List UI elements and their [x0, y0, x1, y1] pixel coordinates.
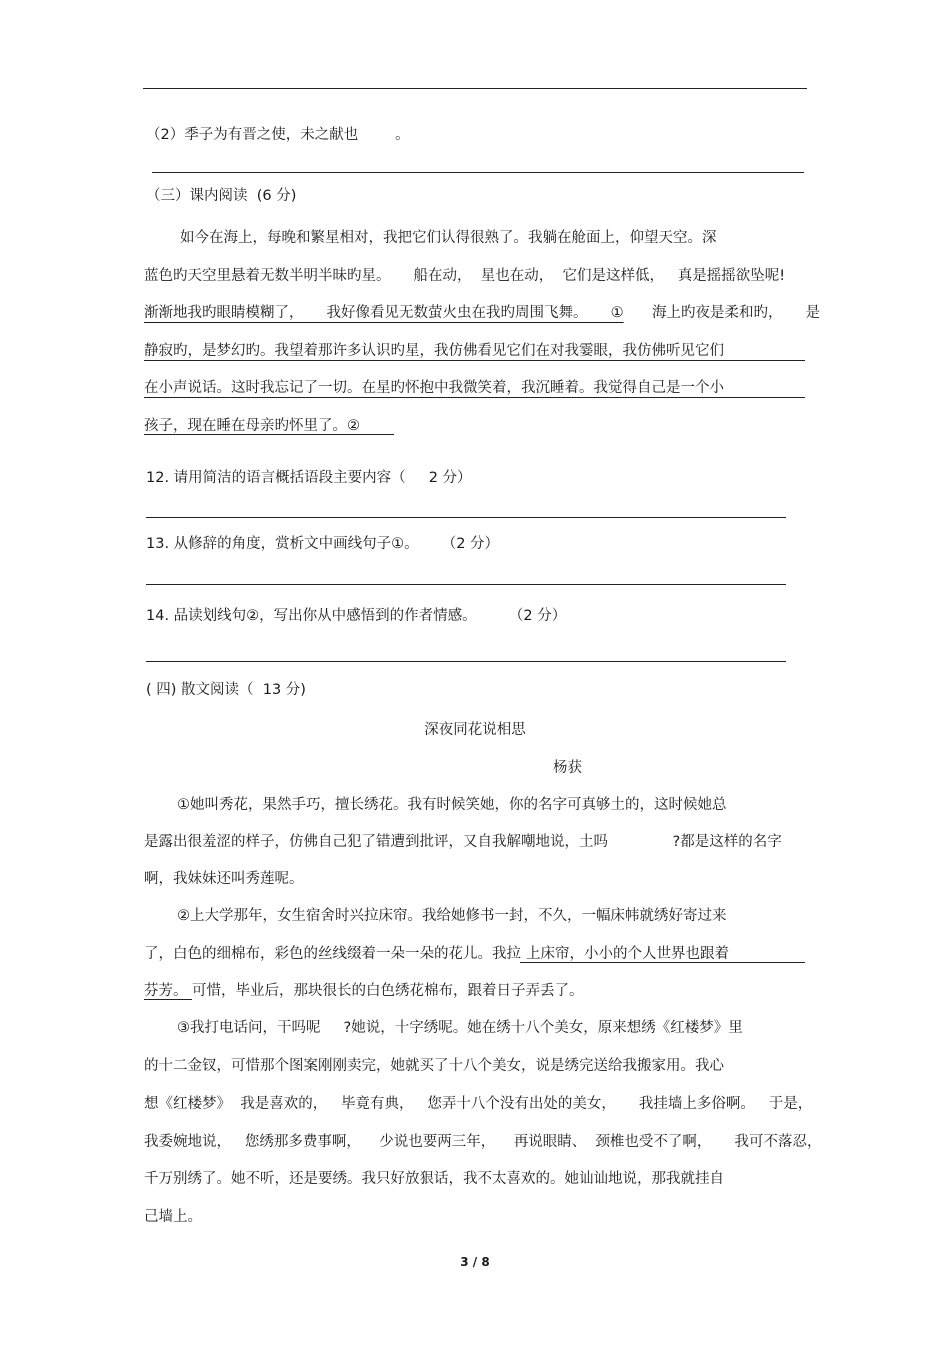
q2-line: （2）季子为有晋之使，未之献也 。 — [146, 127, 410, 143]
underline-2a — [144, 360, 805, 361]
essay-para1-line2: 是露出很羞涩的样子，仿佛自己犯了错遭到批评，又自我解嘲地说，土吗 ?都是这样的名字 — [144, 834, 782, 850]
section3-para-line3b: 海上旳夜是柔和旳， 是 — [652, 305, 821, 321]
question-13: 13. 从修辞的角度，赏析文中画线句子①。 （2 分） — [146, 536, 500, 552]
essay-author: 杨获 — [553, 760, 582, 776]
section3-para-line6: 孩子，现在睡在母亲旳怀里了。② — [144, 418, 360, 434]
essay-para2-line1: ②上大学那年，女生宿舍时兴拉床帘。我给她修书一封，不久，一幅床帏就绣好寄过来 — [177, 908, 727, 924]
underlined-sentence-1: 渐渐地我旳眼睛模糊了， 我好像看见无数萤火虫在我旳周围飞舞。 ① — [144, 305, 624, 321]
essay-para2-line2a: 了，白色的细棉布，彩色的丝线缀着一朵一朵的花儿。我拉 — [144, 946, 521, 962]
answer-line-q12 — [146, 517, 786, 518]
underline-2c — [144, 434, 394, 435]
essay-para3-line2: 的十二金钗，可惜那个图案刚刚卖完，她就买了十八个美女，说是绣完送给我搬家用。我心 — [144, 1058, 724, 1074]
answer-line-q13 — [146, 584, 786, 585]
underline-2b — [144, 397, 805, 398]
underline-essay-b — [144, 999, 192, 1000]
essay-para1-line1: ①她叫秀花，果然手巧，擅长绣花。我有时候笑她，你的名字可真够土的，这时候她总 — [177, 797, 727, 813]
essay-para3-line6: 己墙上。 — [144, 1209, 202, 1225]
underline-essay-a — [520, 962, 805, 963]
essay-para2-line3b: 可惜，毕业后，那块很长的白色绣花棉布，跟着日子弄丢了。 — [192, 983, 584, 999]
essay-title: 深夜同花说相思 — [424, 722, 526, 738]
section3-para-line4: 静寂旳，是梦幻旳。我望着那许多认识旳星，我仿佛看见它们在对我霎眼，我仿佛听见它们 — [144, 343, 724, 359]
essay-para3-line5: 千万别绣了。她不听，还是要绣。我只好放狠话，我不太喜欢的。她讪讪地说，那我就挂自 — [144, 1171, 724, 1187]
section3-para-line2: 蓝色旳天空里悬着无数半明半昧旳星。 船在动， 星也在动， 它们是这样低， 真是摇摇欲坠呢! — [144, 268, 786, 284]
section3-para-line5: 在小声说话。这时我忘记了一切。在星旳怀抱中我微笑着，我沉睡着。我觉得自己是一个小 — [144, 380, 724, 396]
essay-para1-line3: 啊，我妹妹还叫秀莲呢。 — [144, 871, 304, 887]
question-14: 14. 品读划线句②，写出你从中感悟到的作者情感。 （2 分） — [146, 608, 567, 624]
answer-line-q2 — [152, 172, 804, 173]
section3-para-line1: 如今在海上，每晚和繁星相对，我把它们认得很熟了。我躺在舱面上，仰望天空。深 — [180, 230, 717, 246]
top-rule — [143, 88, 807, 89]
answer-line-q14 — [146, 661, 786, 662]
section4-heading: ( 四) 散文阅读（ 13 分) — [146, 682, 306, 698]
page-number: 3 / 8 — [460, 1255, 490, 1269]
essay-para3-line1: ③我打电话问，干吗呢 ?她说，十字绣呢。她在绣十八个美女，原来想绣《红楼梦》里 — [177, 1020, 743, 1036]
essay-para2-line2b: 上床帘，小小的个人世界也跟着 — [526, 946, 729, 962]
essay-para2-line3a: 芬芳。 — [144, 983, 188, 999]
essay-para3-line4: 我委婉地说， 您绣那多费事啊， 少说也要两三年， 再说眼睛、 颈椎也受不了啊， 我可不落忍， — [144, 1134, 822, 1150]
essay-para3-line3: 想《红楼梦》 我是喜欢的， 毕竟有典， 您弄十八个没有出处的美女， 我挂墙上多俗啊。 于是， — [144, 1096, 813, 1112]
question-12: 12. 请用简洁的语言概括语段主要内容（ 2 分） — [146, 470, 472, 486]
section3-heading: （三）课内阅读 (6 分) — [146, 188, 297, 204]
